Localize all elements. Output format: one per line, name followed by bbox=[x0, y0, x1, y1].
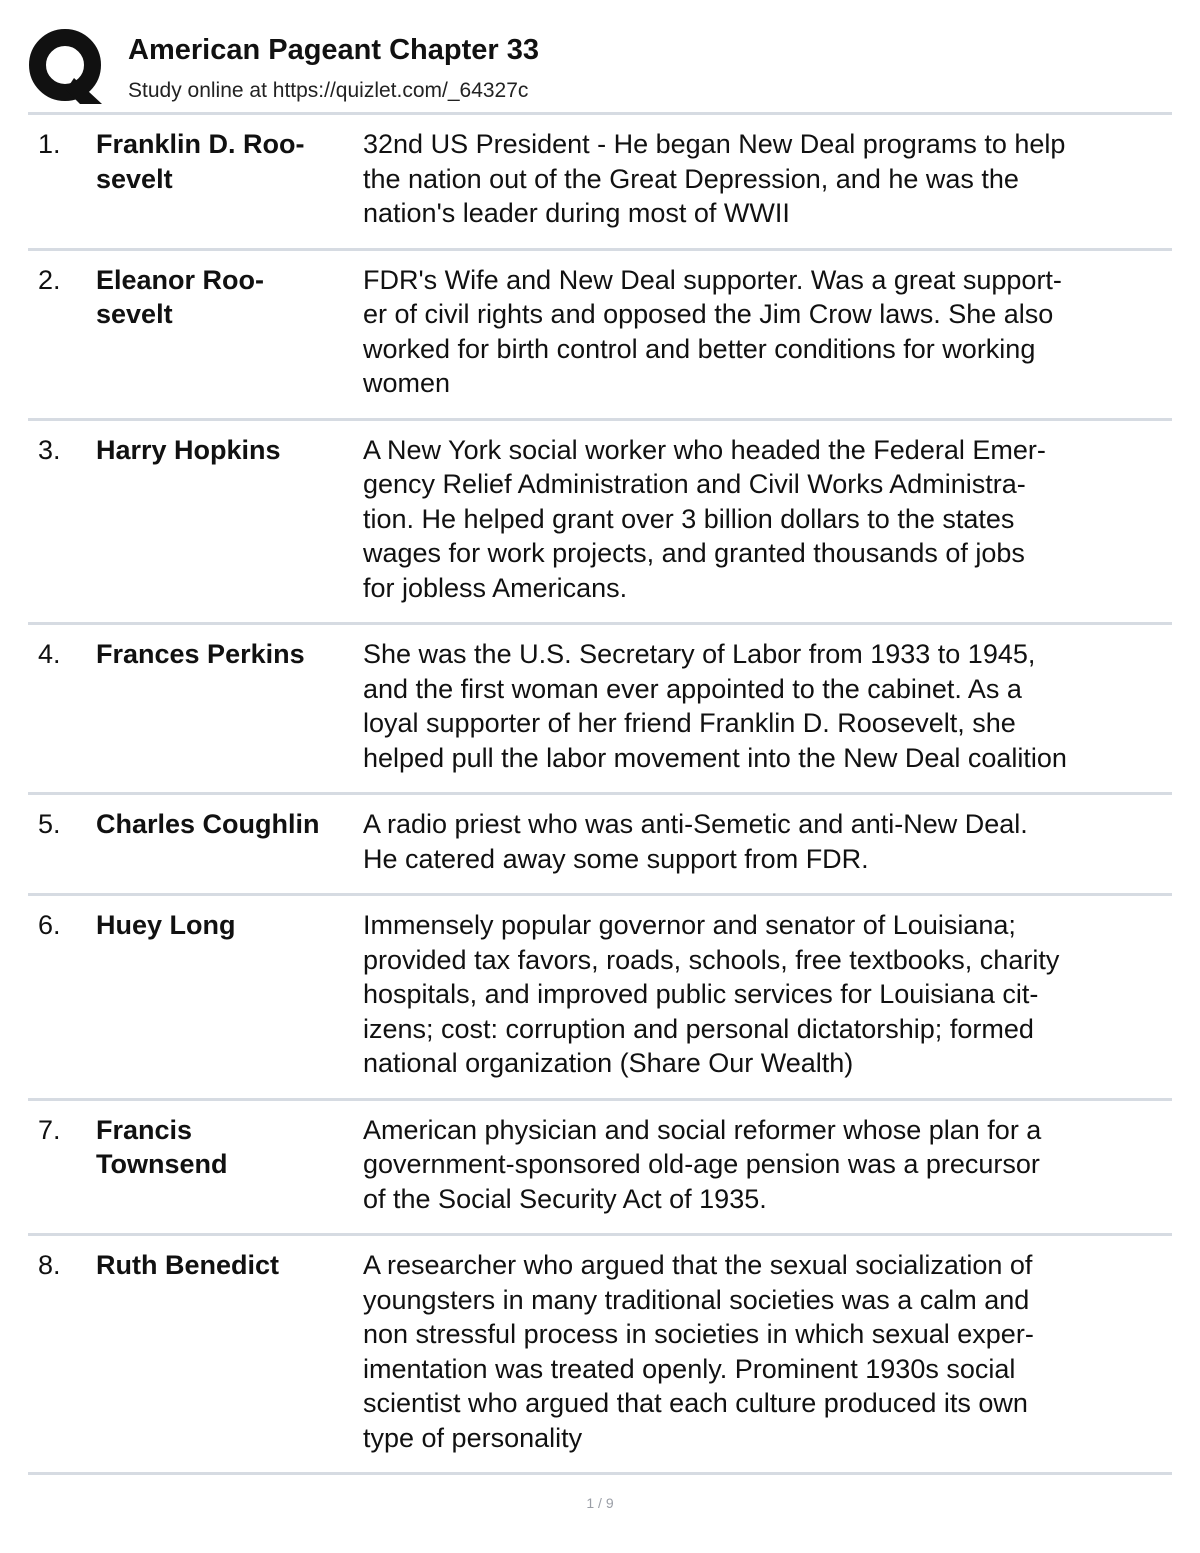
definition-line: FDR's Wife and New Deal supporter. Was a great support- bbox=[363, 264, 1062, 295]
flashcard-entry bbox=[28, 115, 1172, 251]
entry-term bbox=[96, 1113, 358, 1182]
definition-line: tion. He helped grant over 3 billion dollars to the states bbox=[363, 503, 1015, 534]
definition-line: and the first woman ever appointed to the cabinet. As a bbox=[363, 673, 1022, 704]
page-header bbox=[28, 28, 1172, 112]
definition-line: Immensely popular governor and senator of Louisiana; bbox=[363, 910, 1016, 940]
entry-number: 8. bbox=[38, 1250, 61, 1280]
quizlet-q-logo-icon bbox=[28, 28, 106, 106]
entry-term bbox=[96, 807, 358, 842]
entry-definition bbox=[363, 807, 1172, 876]
definition-line: for jobless Americans. bbox=[363, 572, 628, 603]
entry-term bbox=[96, 263, 358, 332]
definition-line: A New York social worker who headed the Federal Emer- bbox=[363, 434, 1046, 465]
term-line: Huey Long bbox=[96, 910, 236, 940]
definition-line: type of personality bbox=[363, 1422, 583, 1453]
definition-line: scientist who argued that each culture produced its own bbox=[363, 1388, 1028, 1418]
definition-line: A researcher who argued that the sexual socialization of bbox=[363, 1250, 1033, 1280]
entry-definition bbox=[363, 1113, 1172, 1217]
flashcard-entry bbox=[28, 251, 1172, 421]
flashcard-entry bbox=[28, 625, 1172, 795]
term-line: Harry Hopkins bbox=[96, 434, 281, 465]
entry-number: 5. bbox=[38, 809, 61, 839]
definition-line: national organization (Share Our Wealth) bbox=[363, 1048, 854, 1078]
definition-line: She was the U.S. Secretary of Labor from 1933 to 1945, bbox=[363, 639, 1036, 669]
entry-number: 4. bbox=[38, 639, 61, 669]
definition-line: nation's leader during most of WWII bbox=[363, 198, 790, 228]
flashcard-list bbox=[28, 115, 1172, 1475]
definition-line: er of civil rights and opposed the Jim Crow laws. She also bbox=[363, 299, 1054, 329]
term-line: sevelt bbox=[96, 163, 173, 194]
entry-term bbox=[96, 433, 358, 468]
entry-number: 3. bbox=[38, 434, 61, 465]
definition-line: hospitals, and improved public services for Louisiana cit- bbox=[363, 979, 1039, 1009]
term-line: Ruth Benedict bbox=[96, 1250, 280, 1280]
definition-line: He catered away some support from FDR. bbox=[363, 843, 869, 874]
definition-line: government-sponsored old-age pension was a precursor bbox=[363, 1149, 1040, 1179]
flashcard-entry bbox=[28, 1236, 1172, 1475]
definition-line: izens; cost: corruption and personal dictatorship; formed bbox=[363, 1013, 1034, 1044]
term-line: sevelt bbox=[96, 299, 173, 329]
entry-definition bbox=[363, 1248, 1172, 1455]
definition-line: non stressful process in societies in which sexual exper- bbox=[363, 1319, 1034, 1349]
entry-term bbox=[96, 637, 358, 672]
definition-line: worked for birth control and better conditions for working bbox=[363, 333, 1036, 364]
entry-definition bbox=[363, 908, 1172, 1081]
term-line: Franklin D. Roo- bbox=[96, 129, 305, 159]
entry-number: 1. bbox=[38, 129, 61, 159]
definition-line: American physician and social reformer whose plan for a bbox=[363, 1114, 1042, 1145]
term-line: Frances Perkins bbox=[96, 639, 305, 669]
definition-line: the nation out of the Great Depression, and he was the bbox=[363, 163, 1019, 194]
term-line: Eleanor Roo- bbox=[96, 264, 265, 295]
definition-line: imentation was treated openly. Prominent 1930s social bbox=[363, 1353, 1016, 1384]
definition-line: 32nd US President - He began New Deal programs to help bbox=[363, 129, 1066, 159]
page-title: American Pageant Chapter 33 bbox=[128, 34, 539, 66]
study-online-link[interactable]: Study online at https://quizlet.com/_64327c bbox=[128, 79, 529, 102]
flashcard-entry bbox=[28, 795, 1172, 896]
entry-definition bbox=[363, 127, 1172, 231]
term-line: Townsend bbox=[96, 1149, 228, 1179]
definition-line: gency Relief Administration and Civil Works Administra- bbox=[363, 469, 1026, 499]
page-indicator: 1 / 9 bbox=[586, 1495, 614, 1511]
term-line: Charles Coughlin bbox=[96, 809, 320, 839]
definition-line: wages for work projects, and granted thousands of jobs bbox=[363, 538, 1025, 568]
entry-term bbox=[96, 1248, 358, 1283]
definition-line: A radio priest who was anti-Semetic and anti-New Deal. bbox=[363, 809, 1028, 839]
entry-term bbox=[96, 127, 358, 196]
flashcard-entry bbox=[28, 1101, 1172, 1237]
definition-line: helped pull the labor movement into the New Deal coalition bbox=[363, 742, 1067, 773]
entry-term bbox=[96, 908, 358, 943]
flashcard-entry bbox=[28, 896, 1172, 1101]
definition-line: of the Social Security Act of 1935. bbox=[363, 1183, 767, 1214]
entry-definition bbox=[363, 637, 1172, 775]
entry-definition bbox=[363, 433, 1172, 606]
entry-definition bbox=[363, 263, 1172, 401]
term-line: Francis bbox=[96, 1114, 193, 1145]
entry-number: 2. bbox=[38, 264, 61, 295]
definition-line: women bbox=[363, 368, 451, 398]
entry-number: 7. bbox=[38, 1114, 61, 1145]
definition-line: loyal supporter of her friend Franklin D. Roosevelt, she bbox=[363, 708, 1016, 738]
flashcard-entry bbox=[28, 421, 1172, 626]
entry-number: 6. bbox=[38, 910, 61, 940]
definition-line: youngsters in many traditional societies was a calm and bbox=[363, 1284, 1030, 1315]
definition-line: provided tax favors, roads, schools, free textbooks, charity bbox=[363, 944, 1060, 975]
